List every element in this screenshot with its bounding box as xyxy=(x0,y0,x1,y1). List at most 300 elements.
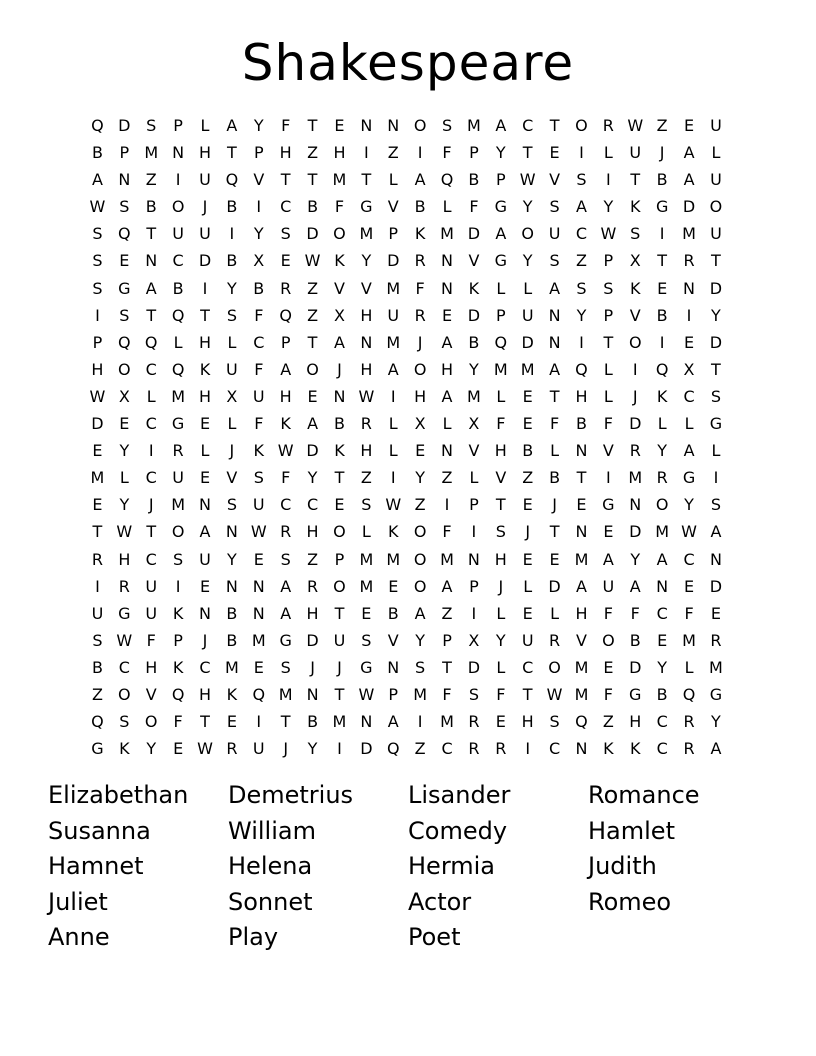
grid-cell: Q xyxy=(171,305,185,325)
grid-cell: R xyxy=(307,576,319,596)
grid-cell: L xyxy=(388,414,398,434)
grid-cell: F xyxy=(146,630,156,650)
grid-cell: N xyxy=(548,305,561,325)
grid-cell: C xyxy=(145,549,157,569)
grid-cell: C xyxy=(656,739,668,759)
grid-cell: O xyxy=(118,684,131,704)
grid-cell: U xyxy=(710,224,722,244)
grid-cell: L xyxy=(227,414,237,434)
grid-cell: T xyxy=(307,170,318,190)
grid-cell: N xyxy=(225,522,238,542)
grid-cell: G xyxy=(91,739,104,759)
grid-cell: N xyxy=(252,603,265,623)
grid-cell: E xyxy=(441,305,453,325)
grid-cell: Y xyxy=(657,441,668,461)
grid-cell: N xyxy=(441,251,453,271)
grid-cell: M xyxy=(682,630,696,650)
grid-cell: D xyxy=(709,278,723,298)
grid-cell: Z xyxy=(522,468,534,488)
grid-cell: H xyxy=(521,712,534,732)
grid-cell: S xyxy=(549,197,560,217)
grid-cell: T xyxy=(200,305,210,325)
grid-cell: A xyxy=(280,603,292,623)
grid-cell: M xyxy=(278,684,293,704)
grid-cell: M xyxy=(574,684,589,704)
word-list-item: Susanna xyxy=(48,816,151,845)
grid-cell: U xyxy=(172,224,184,244)
grid-cell: B xyxy=(307,712,319,732)
grid-cell: L xyxy=(603,359,613,379)
grid-cell: K xyxy=(172,603,184,623)
grid-cell: L xyxy=(200,116,210,135)
grid-cell: Q xyxy=(91,116,104,135)
grid-cell: R xyxy=(414,305,426,325)
grid-cell: M xyxy=(332,712,347,732)
grid-cell: K xyxy=(414,224,426,244)
grid-cell: T xyxy=(227,143,237,163)
grid-cell: A xyxy=(145,278,157,298)
grid-cell: O xyxy=(548,657,561,677)
grid-cell: Y xyxy=(657,657,668,677)
grid-cell: I xyxy=(579,332,584,352)
grid-cell: L xyxy=(603,143,613,163)
grid-cell: N xyxy=(360,116,373,135)
grid-cell: Z xyxy=(307,549,319,569)
grid-cell: C xyxy=(441,739,453,759)
grid-cell: B xyxy=(226,603,238,623)
grid-cell: E xyxy=(388,576,399,596)
grid-cell: I xyxy=(579,143,584,163)
grid-cell: N xyxy=(575,441,588,461)
grid-cell: Q xyxy=(386,739,400,759)
grid-cell: S xyxy=(576,278,587,298)
grid-cell: N xyxy=(387,116,400,135)
grid-cell: T xyxy=(495,495,506,515)
grid-cell: T xyxy=(522,684,533,704)
grid-cell: G xyxy=(494,197,507,217)
grid-cell: M xyxy=(440,549,454,569)
grid-cell: T xyxy=(442,657,452,677)
grid-cell: G xyxy=(360,197,373,217)
grid-cell: X xyxy=(629,251,641,271)
grid-cell: O xyxy=(413,359,427,379)
grid-cell: N xyxy=(225,576,238,596)
grid-cell: N xyxy=(656,576,669,596)
grid-cell: A xyxy=(495,116,507,135)
grid-cell: Y xyxy=(119,441,130,461)
grid-cell: V xyxy=(387,630,399,650)
grid-cell: W xyxy=(681,522,697,542)
word-list-item: Lisander xyxy=(408,781,511,809)
grid-cell: I xyxy=(659,224,665,244)
grid-cell: N xyxy=(467,549,480,569)
grid-cell: E xyxy=(92,441,103,461)
grid-cell: E xyxy=(173,739,184,759)
grid-cell: A xyxy=(629,576,641,596)
grid-cell: B xyxy=(333,414,345,434)
grid-cell: G xyxy=(629,684,642,704)
grid-cell: D xyxy=(709,576,723,596)
grid-cell: L xyxy=(469,468,479,488)
grid-cell: D xyxy=(709,332,723,352)
grid-cell: M xyxy=(171,386,186,406)
grid-cell: U xyxy=(521,305,534,325)
grid-cell: U xyxy=(521,630,534,650)
grid-cell: X xyxy=(253,251,265,271)
grid-cell: I xyxy=(417,143,423,163)
grid-cell: B xyxy=(468,170,480,190)
grid-cell: L xyxy=(711,143,721,163)
grid-cell: Y xyxy=(146,739,157,759)
grid-cell: J xyxy=(659,143,665,163)
grid-cell: G xyxy=(118,603,131,623)
grid-cell: H xyxy=(279,143,292,163)
grid-cell: W xyxy=(89,197,106,217)
grid-cell: R xyxy=(360,414,372,434)
grid-cell: H xyxy=(198,386,212,406)
grid-cell: L xyxy=(361,522,371,542)
grid-cell: Y xyxy=(576,305,587,325)
grid-cell: J xyxy=(632,386,638,406)
grid-cell: O xyxy=(171,522,185,542)
grid-cell: O xyxy=(171,197,185,217)
grid-cell: Y xyxy=(227,278,237,298)
grid-cell: N xyxy=(683,278,696,298)
grid-cell: C xyxy=(145,468,157,488)
grid-cell: V xyxy=(145,684,157,704)
grid-cell: B xyxy=(522,441,534,461)
grid-cell: S xyxy=(92,251,103,271)
grid-cell: N xyxy=(548,332,561,352)
grid-cell: N xyxy=(306,684,319,704)
grid-cell: B xyxy=(253,278,265,298)
grid-cell: F xyxy=(334,197,345,217)
grid-cell: J xyxy=(310,657,315,677)
grid-cell: X xyxy=(118,386,130,406)
grid-cell: S xyxy=(92,224,103,244)
grid-cell: K xyxy=(468,278,480,298)
grid-cell: P xyxy=(119,143,130,163)
grid-cell: C xyxy=(575,224,588,244)
word-list-item: Hamnet xyxy=(48,852,144,880)
grid-cell: I xyxy=(390,386,396,406)
grid-cell: O xyxy=(575,116,588,135)
grid-cell: D xyxy=(360,739,373,759)
grid-cell: F xyxy=(442,143,452,163)
grid-cell: S xyxy=(441,116,453,135)
grid-cell: P xyxy=(469,576,479,596)
grid-cell: U xyxy=(252,386,265,406)
grid-cell: F xyxy=(254,359,264,379)
grid-cell: O xyxy=(413,549,427,569)
grid-cell: F xyxy=(442,684,452,704)
grid-cell: V xyxy=(629,305,641,325)
grid-cell: U xyxy=(199,170,211,190)
grid-cell: B xyxy=(414,197,426,217)
grid-cell: R xyxy=(495,739,507,759)
grid-cell: L xyxy=(523,576,533,596)
grid-cell: S xyxy=(549,712,560,732)
grid-cell: V xyxy=(226,468,238,488)
grid-cell: M xyxy=(440,712,454,732)
grid-cell: Y xyxy=(415,468,426,488)
grid-cell: T xyxy=(92,522,103,542)
grid-cell: M xyxy=(171,495,186,515)
grid-cell: M xyxy=(467,386,481,406)
page-title: Shakespeare xyxy=(241,34,575,92)
grid-cell: Y xyxy=(522,197,533,217)
grid-cell: A xyxy=(91,170,103,190)
letter-grid xyxy=(84,112,729,762)
grid-cell: Z xyxy=(602,712,614,732)
grid-cell: D xyxy=(548,576,561,596)
grid-cell: G xyxy=(494,251,507,271)
grid-cell: Y xyxy=(253,224,264,244)
grid-cell: C xyxy=(683,386,695,406)
grid-cell: R xyxy=(226,739,238,759)
grid-cell: Q xyxy=(118,224,131,244)
grid-cell: E xyxy=(683,332,695,352)
grid-cell: O xyxy=(413,576,427,596)
grid-cell: Q xyxy=(575,359,588,379)
grid-cell: K xyxy=(630,197,641,217)
grid-cell: A xyxy=(226,116,238,135)
grid-cell: A xyxy=(683,143,695,163)
grid-cell: A xyxy=(441,576,453,596)
grid-cell: I xyxy=(256,712,262,732)
grid-cell: L xyxy=(388,441,398,461)
grid-cell: D xyxy=(682,197,696,217)
grid-cell: E xyxy=(522,549,533,569)
grid-cell: G xyxy=(279,630,292,650)
grid-cell: S xyxy=(92,278,103,298)
grid-cell: C xyxy=(145,359,157,379)
grid-cell: O xyxy=(709,197,723,217)
grid-cell: B xyxy=(91,143,103,163)
grid-cell: L xyxy=(657,414,667,434)
grid-cell: O xyxy=(333,224,346,244)
grid-cell: Q xyxy=(655,359,669,379)
word-list-item: Comedy xyxy=(408,816,508,845)
grid-cell: Y xyxy=(469,359,479,379)
grid-cell: E xyxy=(334,116,345,135)
grid-cell: G xyxy=(682,468,696,488)
grid-cell: E xyxy=(361,603,372,623)
grid-cell: B xyxy=(656,305,668,325)
grid-cell: R xyxy=(280,278,292,298)
grid-cell: N xyxy=(172,143,185,163)
grid-cell: E xyxy=(657,278,668,298)
grid-cell: X xyxy=(226,386,238,406)
grid-cell: A xyxy=(199,522,211,542)
grid-cell: E xyxy=(415,441,426,461)
grid-cell: N xyxy=(199,603,211,623)
grid-cell: T xyxy=(361,170,372,190)
grid-cell: B xyxy=(226,630,238,650)
grid-cell: A xyxy=(414,170,426,190)
grid-cell: S xyxy=(710,495,721,515)
grid-cell: H xyxy=(118,549,131,569)
grid-cell: G xyxy=(118,278,131,298)
grid-cell: Q xyxy=(144,332,158,352)
grid-cell: Z xyxy=(414,739,426,759)
grid-cell: I xyxy=(363,143,369,163)
grid-cell: C xyxy=(656,603,668,623)
grid-cell: M xyxy=(359,224,374,244)
grid-cell: C xyxy=(145,414,157,434)
grid-cell: G xyxy=(709,414,723,434)
grid-cell: A xyxy=(414,603,426,623)
grid-cell: R xyxy=(468,712,480,732)
grid-cell: V xyxy=(468,441,480,461)
grid-cell: N xyxy=(629,495,642,515)
grid-cell: I xyxy=(390,468,396,488)
grid-cell: W xyxy=(546,684,563,704)
grid-cell: M xyxy=(440,224,454,244)
grid-cell: S xyxy=(253,468,264,488)
grid-cell: T xyxy=(146,305,157,325)
grid-cell: T xyxy=(280,170,291,190)
grid-cell: H xyxy=(494,549,507,569)
grid-cell: D xyxy=(467,657,481,677)
grid-cell: N xyxy=(333,386,346,406)
grid-cell: S xyxy=(630,224,641,244)
grid-cell: H xyxy=(575,386,588,406)
grid-cell: P xyxy=(280,332,291,352)
grid-cell: M xyxy=(628,468,643,488)
grid-cell: E xyxy=(522,414,533,434)
grid-cell: U xyxy=(199,224,211,244)
grid-cell: R xyxy=(683,739,695,759)
grid-cell: T xyxy=(334,468,345,488)
grid-cell: B xyxy=(575,414,587,434)
word-list-item: Actor xyxy=(408,887,472,916)
grid-cell: L xyxy=(523,278,533,298)
grid-cell: W xyxy=(250,522,267,542)
grid-cell: N xyxy=(441,441,453,461)
grid-cell: V xyxy=(253,170,265,190)
grid-cell: T xyxy=(711,251,721,271)
grid-cell: A xyxy=(441,386,453,406)
grid-cell: G xyxy=(655,197,669,217)
grid-cell: U xyxy=(252,739,265,759)
grid-cell: H xyxy=(198,143,212,163)
grid-cell: N xyxy=(709,549,722,569)
grid-cell: U xyxy=(252,495,265,515)
grid-cell: I xyxy=(175,170,181,190)
grid-cell: A xyxy=(307,414,319,434)
grid-cell: E xyxy=(495,712,506,732)
grid-cell: U xyxy=(226,359,238,379)
grid-cell: I xyxy=(148,441,154,461)
grid-cell: G xyxy=(171,414,185,434)
grid-cell: Y xyxy=(119,495,130,515)
grid-cell: Q xyxy=(440,170,454,190)
grid-cell: Q xyxy=(252,684,266,704)
grid-cell: M xyxy=(574,657,589,677)
grid-cell: L xyxy=(388,170,398,190)
grid-cell: I xyxy=(659,332,665,352)
grid-cell: W xyxy=(519,170,536,190)
grid-cell: I xyxy=(525,739,531,759)
grid-cell: K xyxy=(226,684,238,704)
grid-cell: J xyxy=(202,197,208,217)
grid-cell: E xyxy=(549,549,560,569)
grid-cell: F xyxy=(173,712,183,732)
grid-cell: T xyxy=(711,359,721,379)
grid-cell: T xyxy=(146,522,157,542)
grid-cell: E xyxy=(603,657,614,677)
grid-cell: D xyxy=(467,305,481,325)
grid-cell: S xyxy=(280,224,291,244)
grid-cell: B xyxy=(172,278,184,298)
grid-cell: S xyxy=(119,305,130,325)
grid-cell: H xyxy=(333,143,346,163)
grid-cell: M xyxy=(709,657,723,677)
grid-cell: C xyxy=(656,712,668,732)
grid-cell: H xyxy=(198,332,212,352)
grid-cell: Q xyxy=(118,332,131,352)
grid-cell: T xyxy=(334,603,345,623)
word-list-item: Hamlet xyxy=(588,816,675,845)
grid-cell: O xyxy=(602,630,615,650)
grid-cell: N xyxy=(360,332,373,352)
grid-cell: I xyxy=(95,576,100,596)
grid-cell: Z xyxy=(575,251,587,271)
grid-cell: M xyxy=(251,630,266,650)
grid-cell: Z xyxy=(441,603,453,623)
grid-cell: P xyxy=(442,630,452,650)
grid-cell: J xyxy=(498,576,504,596)
grid-cell: O xyxy=(521,224,534,244)
grid-cell: A xyxy=(280,359,292,379)
grid-cell: L xyxy=(496,657,506,677)
grid-cell: E xyxy=(710,603,721,623)
grid-cell: I xyxy=(606,170,611,190)
grid-cell: J xyxy=(417,332,423,352)
grid-cell: I xyxy=(202,278,208,298)
grid-cell: U xyxy=(91,603,104,623)
grid-cell: F xyxy=(469,197,479,217)
grid-cell: T xyxy=(307,332,318,352)
grid-cell: S xyxy=(280,549,291,569)
grid-cell: V xyxy=(360,278,372,298)
grid-cell: U xyxy=(710,116,722,135)
grid-cell: R xyxy=(118,576,130,596)
grid-cell: A xyxy=(576,197,587,217)
grid-cell: F xyxy=(549,414,560,434)
grid-cell: M xyxy=(224,657,239,677)
grid-cell: W xyxy=(116,522,133,542)
grid-cell: U xyxy=(548,224,561,244)
grid-cell: Y xyxy=(711,712,721,732)
grid-cell: C xyxy=(306,495,319,515)
grid-cell: P xyxy=(495,305,506,325)
grid-cell: S xyxy=(361,630,372,650)
grid-cell: W xyxy=(627,116,644,135)
grid-cell: P xyxy=(388,684,399,704)
grid-cell: M xyxy=(386,278,401,298)
grid-cell: E xyxy=(522,386,533,406)
grid-cell: N xyxy=(575,522,588,542)
grid-cell: V xyxy=(549,170,561,190)
grid-cell: T xyxy=(334,684,345,704)
grid-cell: E xyxy=(657,630,668,650)
grid-cell: F xyxy=(496,684,506,704)
grid-cell: E xyxy=(119,414,130,434)
grid-cell: Z xyxy=(91,684,103,704)
grid-cell: W xyxy=(116,630,133,650)
